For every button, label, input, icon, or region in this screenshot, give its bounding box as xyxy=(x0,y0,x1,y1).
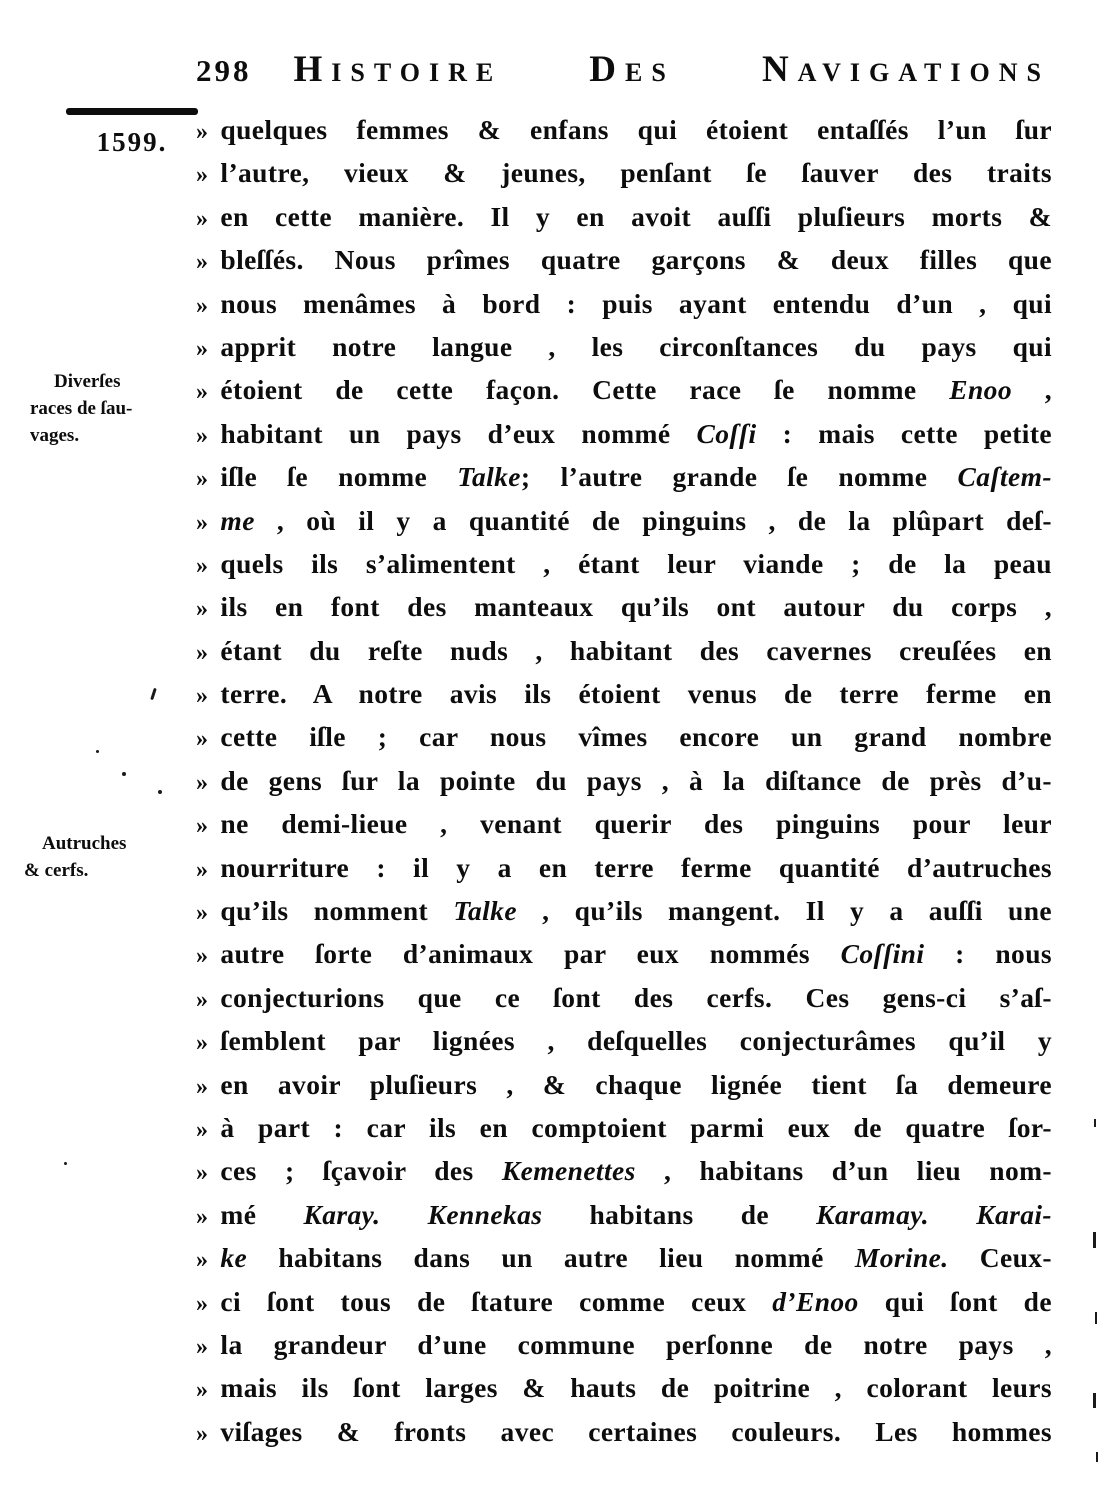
text-segment xyxy=(929,1199,976,1230)
text-segment: ces ; ſçavoir des xyxy=(220,1155,502,1187)
text-segment: iſle ſe nomme xyxy=(220,461,458,493)
text-segment: mé xyxy=(220,1198,304,1230)
text-segment xyxy=(380,1199,427,1230)
body-line xyxy=(196,802,1052,845)
text-segment: : nous xyxy=(924,938,1052,970)
body-line xyxy=(196,1410,1052,1453)
body-line xyxy=(196,846,1052,889)
text-segment: , où il y a quantité de pinguins , de la plûpart deſ- xyxy=(254,504,1052,536)
quote-continuation-mark: » xyxy=(196,552,209,579)
quote-continuation-mark: » xyxy=(196,639,209,666)
text-segment: : mais cette petite xyxy=(756,417,1052,449)
quote-continuation-mark: » xyxy=(196,205,209,232)
italic-text-segment: Karay. xyxy=(303,1198,381,1230)
body-line xyxy=(196,195,1052,238)
margin-note-line: Autruches xyxy=(42,833,127,854)
quote-continuation-mark: » xyxy=(196,1333,209,1360)
body-line xyxy=(196,585,1052,628)
quote-continuation-mark: » xyxy=(196,596,209,623)
text-segment: habitans dans un autre lieu nommé xyxy=(247,1242,855,1274)
quote-continuation-mark: » xyxy=(196,1420,209,1447)
text-segment: mais ils ſont larges & hauts de poitrine , colorant leurs xyxy=(220,1372,1052,1404)
body-line xyxy=(196,412,1052,455)
body-line xyxy=(196,1063,1052,1106)
text-segment: ils en font des manteaux qu’ils ont autour du corps , xyxy=(220,591,1052,623)
scan-artifact xyxy=(1093,1393,1096,1408)
quote-continuation-mark: » xyxy=(196,1160,209,1187)
text-segment: qu’ils nomment xyxy=(220,895,454,927)
margin-note-line: 1599. xyxy=(96,127,168,157)
quote-continuation-mark: » xyxy=(196,1203,209,1230)
quote-continuation-mark: » xyxy=(196,1030,209,1057)
text-segment: habitans de xyxy=(542,1198,817,1230)
quote-continuation-mark: » xyxy=(196,509,209,536)
quote-continuation-mark: » xyxy=(196,335,209,362)
italic-text-segment: Kennekas xyxy=(427,1198,543,1230)
body-line xyxy=(196,1280,1052,1323)
scan-artifact xyxy=(158,790,162,794)
scan-artifact xyxy=(1094,1119,1096,1127)
text-segment: l’autre, vieux & jeunes, penſant ſe ſauver des traits xyxy=(220,157,1052,189)
margin-note-races xyxy=(30,368,192,449)
text-segment: , xyxy=(1012,374,1052,406)
italic-text-segment: Karamay. xyxy=(816,1198,930,1230)
text-segment: étoient de cette façon. Cette race ſe nomme xyxy=(220,374,950,406)
body-line xyxy=(196,542,1052,585)
text-segment: Ceux- xyxy=(948,1242,1052,1274)
quote-continuation-mark: » xyxy=(196,249,209,276)
italic-text-segment: Coſſi xyxy=(696,417,757,449)
body-line xyxy=(196,368,1052,411)
body-line xyxy=(196,1193,1052,1236)
italic-text-segment: Morine. xyxy=(854,1242,949,1274)
text-segment: ne demi-lieue , venant querir des pinguins pour leur xyxy=(220,808,1052,840)
body-line xyxy=(196,1106,1052,1149)
quote-continuation-mark: » xyxy=(196,1247,209,1274)
text-segment: viſages & fronts avec certaines couleurs. Les hommes xyxy=(220,1415,1052,1447)
quote-continuation-mark: » xyxy=(196,1290,209,1317)
quote-continuation-mark: » xyxy=(196,292,209,319)
italic-text-segment: Enoo xyxy=(949,374,1012,406)
italic-text-segment: Talke xyxy=(453,895,517,927)
text-segment: , habitans d’un lieu nom- xyxy=(635,1155,1052,1187)
italic-text-segment: Karai- xyxy=(976,1198,1052,1230)
page-header xyxy=(196,48,1050,91)
text-segment: ; l’autre grande ſe nomme xyxy=(520,461,958,493)
body-text xyxy=(196,108,1052,1453)
quote-continuation-mark: » xyxy=(196,162,209,189)
text-segment: apprit notre langue , les circonſtances du pays qui xyxy=(220,330,1052,362)
scan-artifact xyxy=(96,750,99,753)
quote-continuation-mark: » xyxy=(196,1377,209,1404)
italic-text-segment: me xyxy=(220,504,255,536)
body-line xyxy=(196,672,1052,715)
quote-continuation-mark: » xyxy=(196,119,209,145)
body-line xyxy=(196,715,1052,758)
quote-continuation-mark: » xyxy=(196,1116,209,1143)
text-segment: à part : car ils en comptoient parmi eux de quatre ſor- xyxy=(220,1111,1052,1143)
quote-continuation-mark: » xyxy=(196,422,209,449)
body-line xyxy=(196,889,1052,932)
quote-continuation-mark: » xyxy=(196,943,209,970)
body-line xyxy=(196,238,1052,281)
body-line xyxy=(196,1149,1052,1192)
scan-artifact xyxy=(1096,1452,1098,1462)
text-segment: en avoir pluſieurs , & chaque lignée tient ſa demeure xyxy=(220,1068,1052,1100)
text-segment: cette iſle ; car nous vîmes encore un grand nombre xyxy=(220,721,1052,753)
running-title-word: HISTOIRE xyxy=(293,49,503,90)
quote-continuation-mark: » xyxy=(196,986,209,1013)
quote-continuation-mark: » xyxy=(196,726,209,753)
quote-continuation-mark: » xyxy=(196,856,209,883)
running-title xyxy=(294,48,1051,91)
text-segment: étant du reſte nuds , habitant des cavernes creuſées en xyxy=(220,634,1052,666)
body-line xyxy=(196,932,1052,975)
text-segment: , qu’ils mangent. Il y a auſſi une xyxy=(516,895,1052,927)
body-line xyxy=(196,108,1052,151)
quote-continuation-mark: » xyxy=(196,1073,209,1100)
margin-note-year xyxy=(66,108,198,158)
body-line xyxy=(196,759,1052,802)
margin-note-line: races de ſau- xyxy=(30,398,133,419)
quote-continuation-mark: » xyxy=(196,379,209,406)
body-line xyxy=(196,629,1052,672)
text-segment: quelques femmes & enfans qui étoient entaſſés l’un ſur xyxy=(220,114,1052,145)
scan-artifact xyxy=(122,772,126,776)
body-line xyxy=(196,325,1052,368)
italic-text-segment: d’Enoo xyxy=(772,1285,859,1317)
text-segment: ci ſont tous de ſtature comme ceux xyxy=(220,1285,773,1317)
body-line xyxy=(196,1236,1052,1279)
scan-artifact xyxy=(64,1162,67,1165)
body-line xyxy=(196,151,1052,194)
body-line xyxy=(196,1323,1052,1366)
scan-artifact xyxy=(1093,1232,1096,1248)
quote-continuation-mark: » xyxy=(196,466,209,493)
margin-note-line: vages. xyxy=(30,425,80,446)
body-line xyxy=(196,282,1052,325)
text-segment: habitant un pays d’eux nommé xyxy=(220,417,697,449)
margin-rule xyxy=(66,108,198,115)
text-segment: la grandeur d’une commune perſonne de notre pays , xyxy=(220,1328,1052,1360)
text-segment: conjecturions que ce ſont des cerfs. Ces gens-ci s’aſ- xyxy=(220,981,1052,1013)
italic-text-segment: ke xyxy=(220,1242,248,1274)
body-line xyxy=(196,455,1052,498)
text-segment: nous menâmes à bord : puis ayant entendu d’un , qui xyxy=(220,287,1052,319)
italic-text-segment: Talke xyxy=(457,461,521,493)
quote-continuation-mark: » xyxy=(196,813,209,840)
body-line xyxy=(196,1019,1052,1062)
italic-text-segment: Coſſini xyxy=(840,938,925,970)
text-segment: qui ſont de xyxy=(858,1285,1052,1317)
scan-artifact xyxy=(150,688,157,700)
text-segment: ſemblent par lignées , deſquelles conjecturâmes qu’il y xyxy=(220,1025,1052,1057)
italic-text-segment: Caſtem- xyxy=(957,461,1052,493)
page-number: 298 xyxy=(196,53,252,88)
quote-continuation-mark: » xyxy=(196,683,209,710)
text-segment: quels ils s’alimentent , étant leur viande ; de la peau xyxy=(220,547,1052,579)
text-segment: terre. A notre avis ils étoient venus de terre ferme en xyxy=(220,678,1052,710)
body-line xyxy=(196,976,1052,1019)
margin-note-line: & cerfs. xyxy=(24,860,89,881)
text-segment: bleſſés. Nous prîmes quatre garçons & deux filles que xyxy=(220,244,1052,276)
scan-artifact xyxy=(1095,1312,1097,1324)
quote-continuation-mark: » xyxy=(196,900,209,927)
body-line xyxy=(196,1366,1052,1409)
text-segment: en cette manière. Il y en avoit auſſi pluſieurs morts & xyxy=(220,200,1052,232)
body-line xyxy=(196,499,1052,542)
running-title-word: NAVIGATIONS xyxy=(761,49,1050,90)
running-title-word: DES xyxy=(589,49,675,90)
text-segment: nourriture : il y a en terre ferme quantité d’autruches xyxy=(220,851,1052,883)
text-segment: autre ſorte d’animaux par eux nommés xyxy=(220,938,841,970)
margin-note-autruches xyxy=(24,830,186,884)
margin-note-line: Diverſes xyxy=(54,371,121,392)
text-segment: de gens ſur la pointe du pays , à la diſtance de près d’u- xyxy=(220,764,1052,796)
quote-continuation-mark: » xyxy=(196,769,209,796)
italic-text-segment: Kemenettes xyxy=(501,1155,636,1187)
